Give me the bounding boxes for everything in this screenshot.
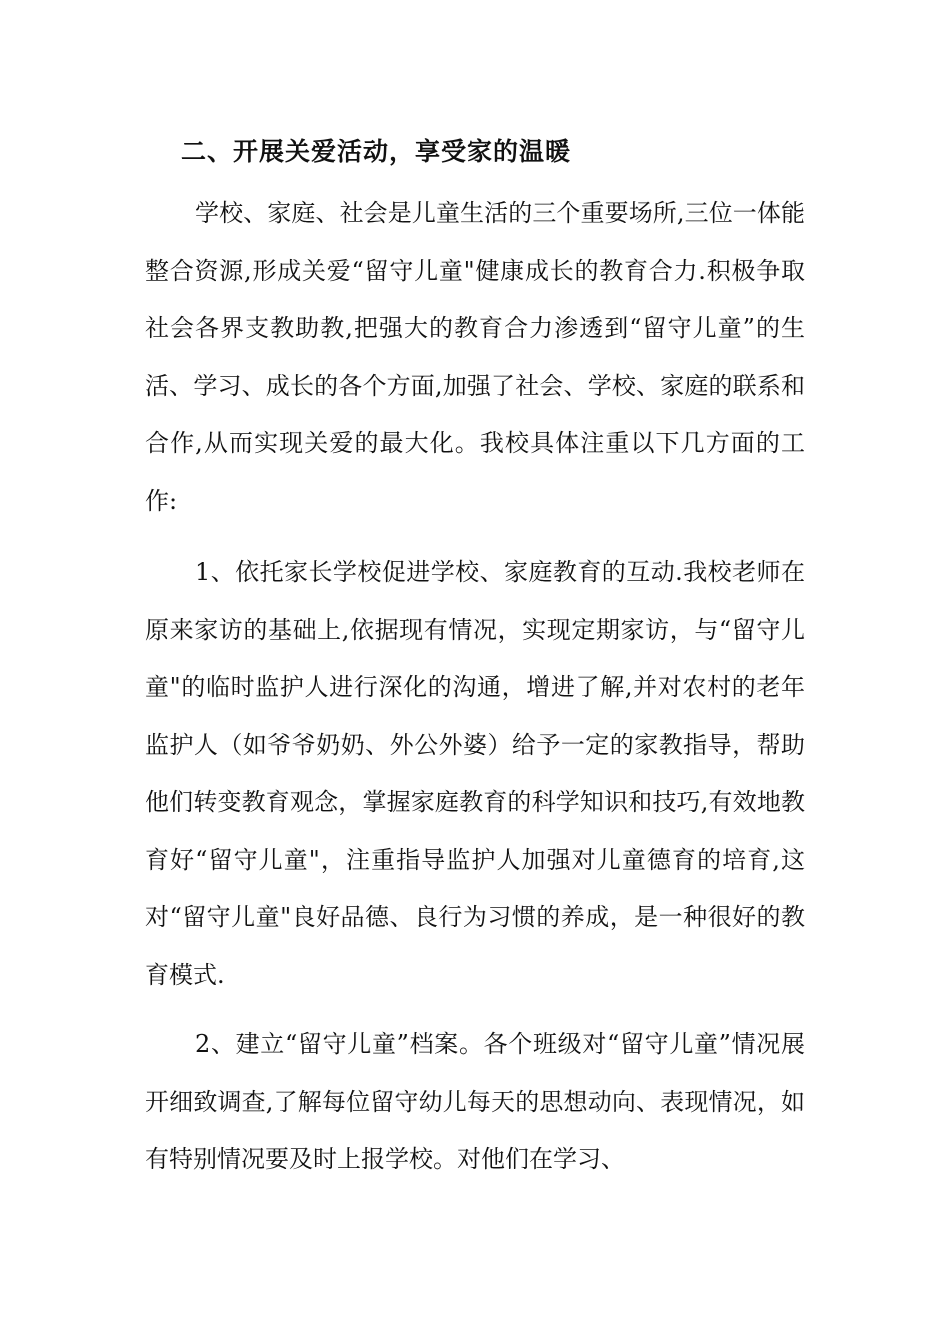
section-heading: 二、开展关爱活动，享受家的温暖 [181,137,572,166]
paragraph-intro: 学校、家庭、社会是儿童生活的三个重要场所,三位一体能整合资源,形成关爱“留守儿童"健康成长的教育合力.积极争取社会各界支教助教,把强大的教育合力渗透到“留守儿童”的生活、学习、成长的各个方面,加强了社会、学校、家庭的联系和合作,从而实现关爱的最大化。我校具体注重以下几方面的工作: [145,199,805,515]
paragraph-item-2: 2、建立“留守儿童”档案。各个班级对“留守儿童”情况展开细致调查,了解每位留守幼儿每天的思想动向、表现情况，如有特别情况要及时上报学校。对他们在学习、 [145,1030,805,1173]
paragraph-item-1: 1、依托家长学校促进学校、家庭教育的互动.我校老师在原来家访的基础上,依据现有情况，实现定期家访，与“留守儿童"的临时监护人进行深化的沟通，增进了解,并对农村的老年监护人（如爷爷奶奶、外公外婆）给予一定的家教指导，帮助他们转变教育观念，掌握家庭教育的科学知识和技巧,有效地教育好“留守儿童"，注重指导监护人加强对儿童德育的培育,这对“留守儿童"良好品德、良行为习惯的养成，是一种很好的教育模式. [145,558,805,989]
document-body [145,124,805,1189]
